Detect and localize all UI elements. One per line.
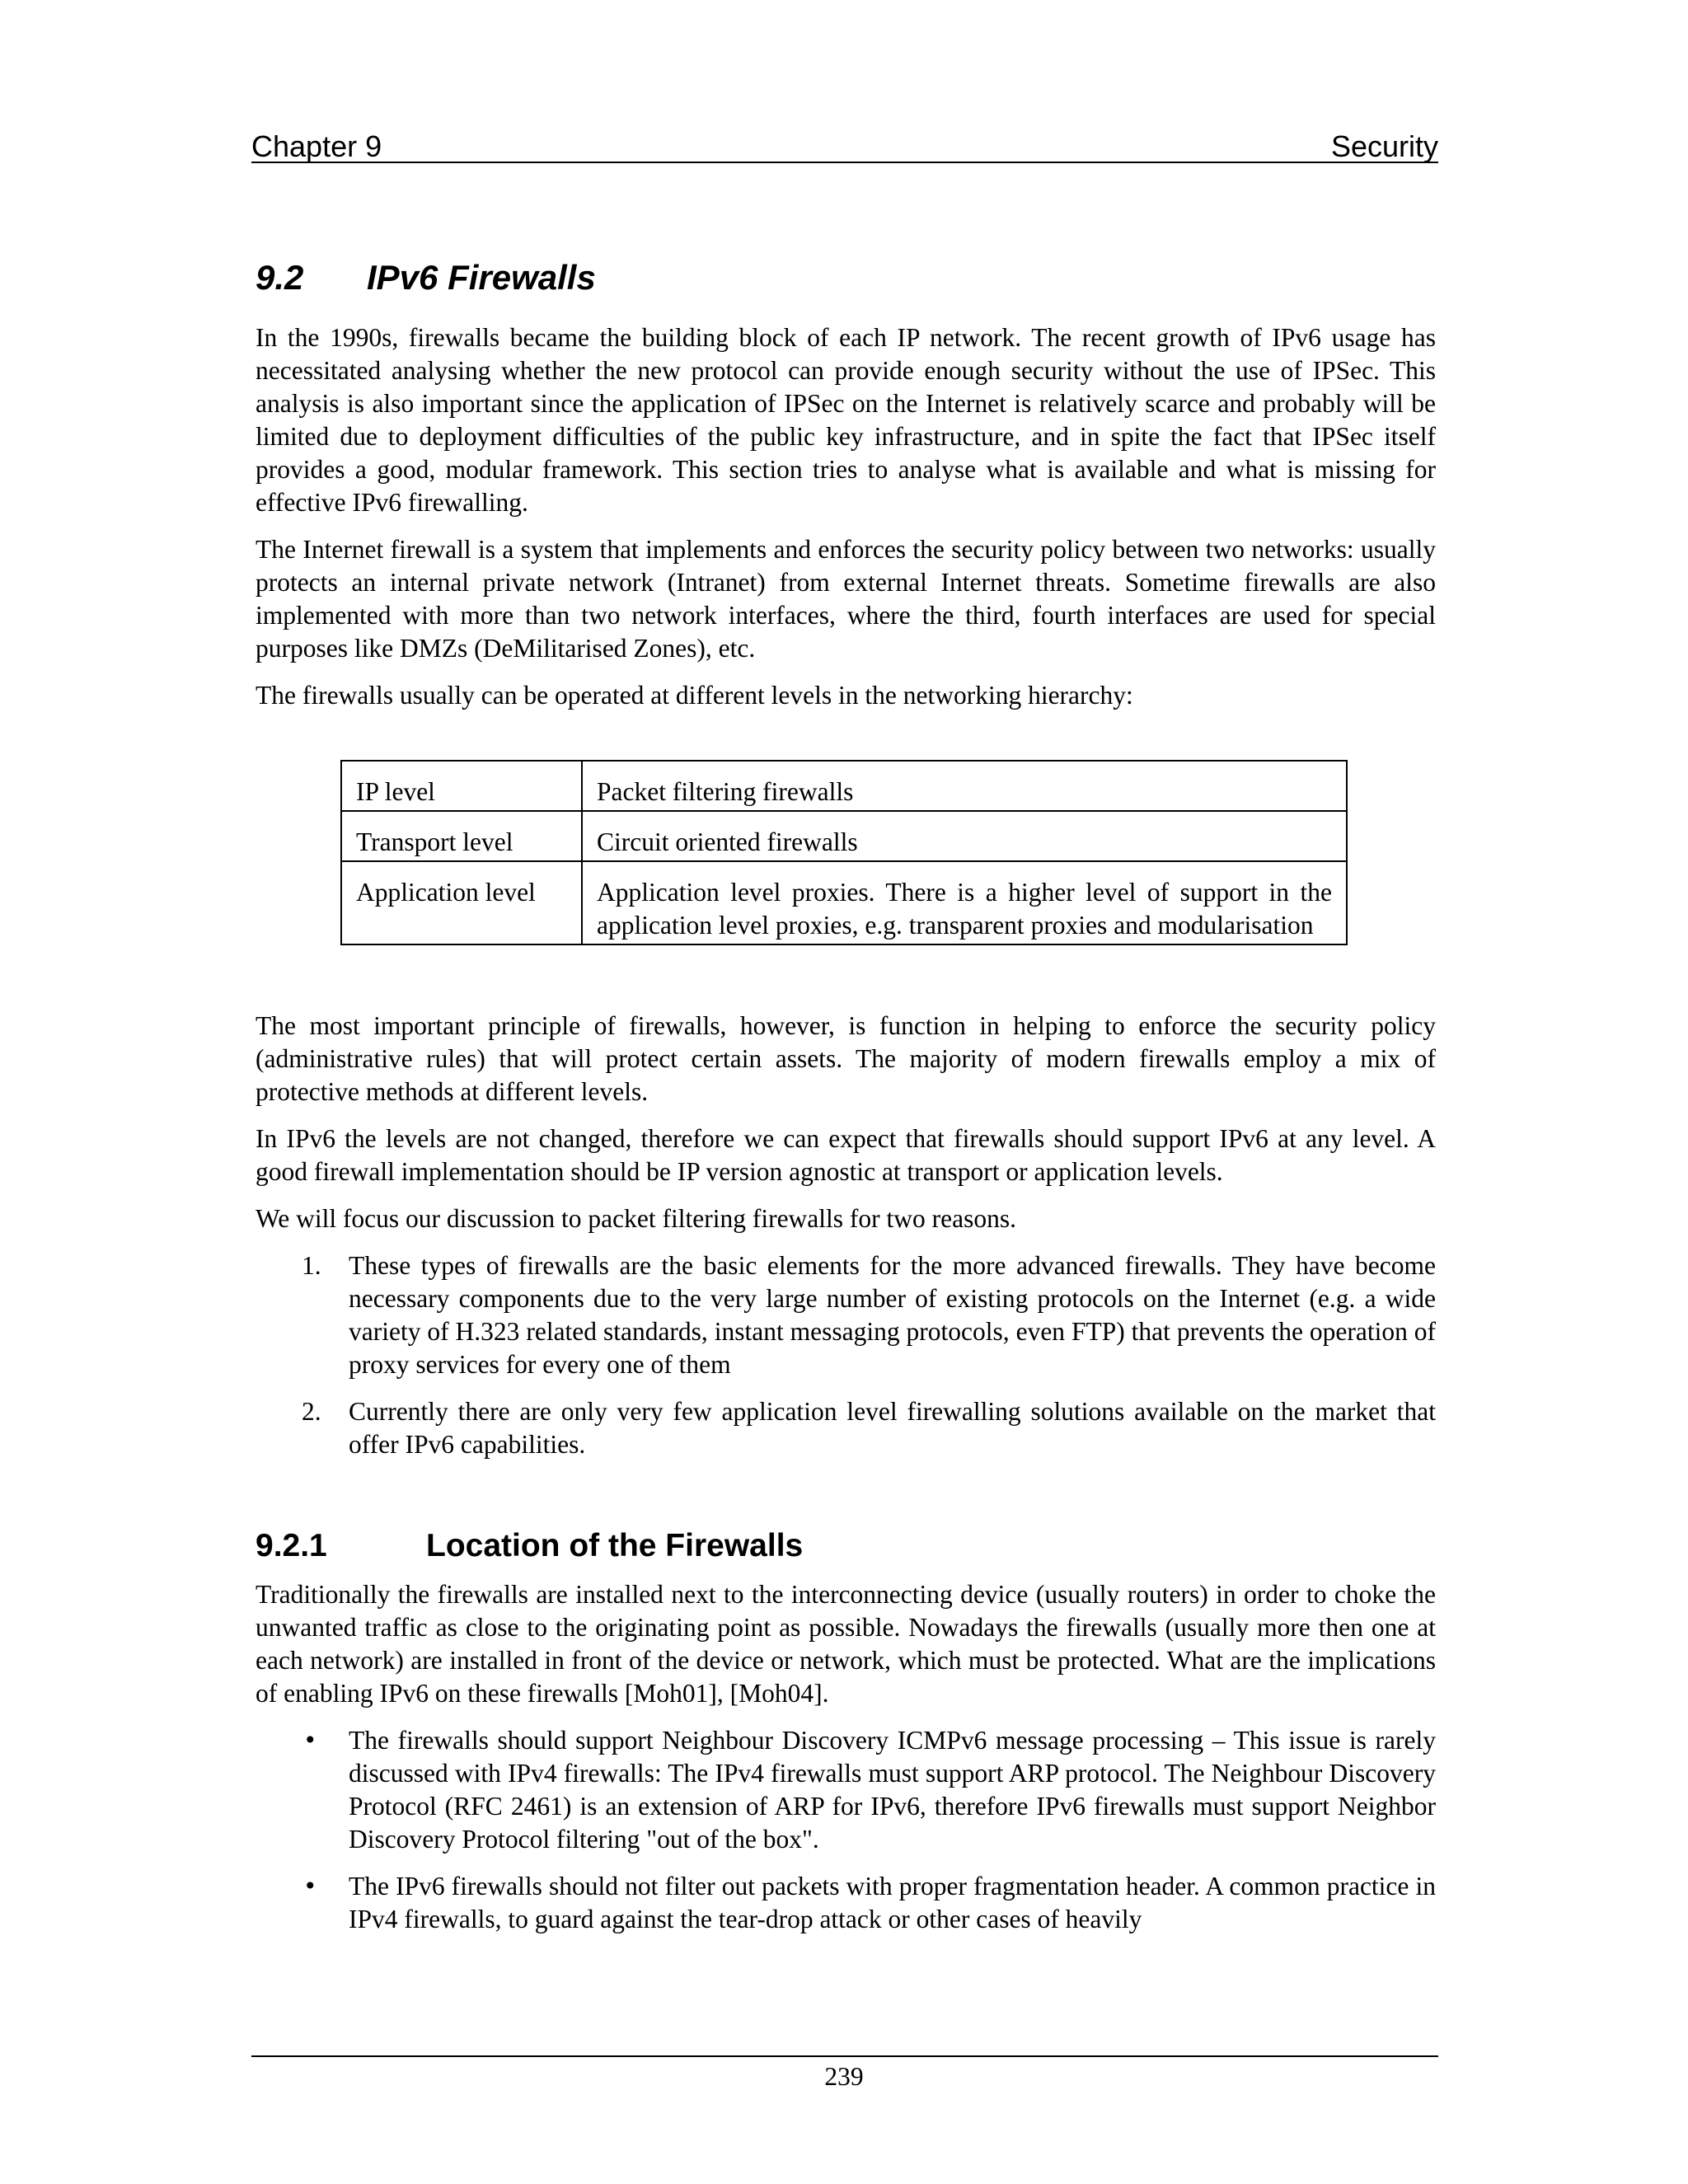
table-cell-description: Application level proxies. There is a higher level of support in the application level proxies, e.g. transparent proxies and modularisation: [582, 861, 1347, 944]
list-item: [256, 1249, 1436, 1381]
header-rule: [251, 162, 1438, 163]
footer-rule: [251, 2055, 1438, 2057]
paragraph: Traditionally the firewalls are installed next to the interconnecting device (usually routers) in order to choke the unwanted traffic as close to the originating point as possible. Nowadays the firewalls (usually more then one at each network) are installed in front of the device or network, which must be protected. What are the implications of enabling IPv6 on these firewalls [Moh01], [Moh04].: [256, 1580, 1436, 1708]
header-chapter: Chapter 9: [251, 129, 382, 163]
bullet-icon: •: [303, 1727, 317, 1754]
list-item-text: The IPv6 firewalls should not filter out packets with proper fragmentation header. A common practice in IPv4 firewalls, to guard against the tear-drop attack or other cases of heavily: [349, 1872, 1436, 1933]
reasons-list: [256, 1249, 1436, 1461]
header-section: Security: [1330, 129, 1438, 163]
paragraph: In IPv6 the levels are not changed, therefore we can expect that firewalls should support IPv6 at any level. A good firewall implementation should be IP version agnostic at transport or application levels.: [256, 1124, 1436, 1186]
table-cell-description: Circuit oriented firewalls: [582, 811, 1347, 861]
firewall-levels-table: [340, 760, 1348, 945]
list-item-text: These types of firewalls are the basic elements for the more advanced firewalls. They have become necessary components due to the very large number of existing protocols on the Internet (e.g. a wide variety of H.323 related standards, instant messaging protocols, even FTP) that prevents the operation of proxy services for every one of them: [349, 1251, 1436, 1379]
subsection-number: 9.2.1: [256, 1528, 327, 1563]
table-row: [341, 761, 1347, 811]
table-cell-level: Application level: [341, 861, 582, 944]
paragraph: We will focus our discussion to packet filtering firewalls for two reasons.: [256, 1204, 1016, 1233]
list-item: [256, 1395, 1436, 1461]
running-header: [251, 122, 1438, 166]
list-number: 2.: [302, 1397, 321, 1426]
table-cell-level: Transport level: [341, 811, 582, 861]
section-number: 9.2: [256, 258, 304, 297]
table-row: [341, 811, 1347, 861]
page-content: [256, 255, 1436, 1950]
paragraph: The firewalls usually can be operated at different levels in the networking hierarchy:: [256, 681, 1133, 710]
paragraph: The most important principle of firewalls, however, is function in helping to enforce the security policy (administrative rules) that will protect certain assets. The majority of modern firewalls employ a mix of protective methods at different levels.: [256, 1011, 1436, 1106]
paragraph: In the 1990s, firewalls became the building block of each IP network. The recent growth of IPv6 usage has necessitated analysing whether the new protocol can provide enough security without the use of IPSec. This analysis is also important since the application of IPSec on the Internet is relatively scarce and probably will be limited due to deployment difficulties of the public key infrastructure, and in spite the fact that IPSec itself provides a good, modular framework. This section tries to analyse what is available and what is missing for effective IPv6 firewalling.: [256, 323, 1436, 517]
list-number: 1.: [302, 1251, 321, 1280]
list-item-text: Currently there are only very few application level firewalling solutions available on the market that offer IPv6 capabilities.: [349, 1397, 1436, 1459]
table-row: [341, 861, 1347, 944]
implications-list: [256, 1724, 1436, 1936]
bullet-icon: •: [303, 1872, 317, 1900]
table-cell-description: Packet filtering firewalls: [582, 761, 1347, 811]
section-title: IPv6 Firewalls: [367, 258, 596, 297]
list-item-text: The firewalls should support Neighbour Discovery ICMPv6 message processing – This issue is rarely discussed with IPv4 firewalls: The IPv4 firewalls must support ARP protocol. The Neighbour Discovery Protocol (RFC 2461) is an extension of ARP for IPv6, therefore IPv6 firewalls must support Neighbor Discovery Protocol filtering "out of the box".: [349, 1726, 1436, 1854]
subsection-title: Location of the Firewalls: [426, 1528, 804, 1563]
subsection-heading: [256, 1526, 1436, 1567]
section-heading: [256, 255, 1436, 300]
list-item: [256, 1724, 1436, 1856]
table-cell-level: IP level: [341, 761, 582, 811]
paragraph: The Internet firewall is a system that implements and enforces the security policy between two networks: usually protects an internal private network (Intranet) from external Internet threats. Sometime firewalls are also implemented with more than two network interfaces, where the third, fourth interfaces are used for special purposes like DMZs (DeMilitarised Zones), etc.: [256, 535, 1436, 663]
page-number: 239: [824, 2062, 864, 2091]
list-item: [256, 1870, 1436, 1936]
